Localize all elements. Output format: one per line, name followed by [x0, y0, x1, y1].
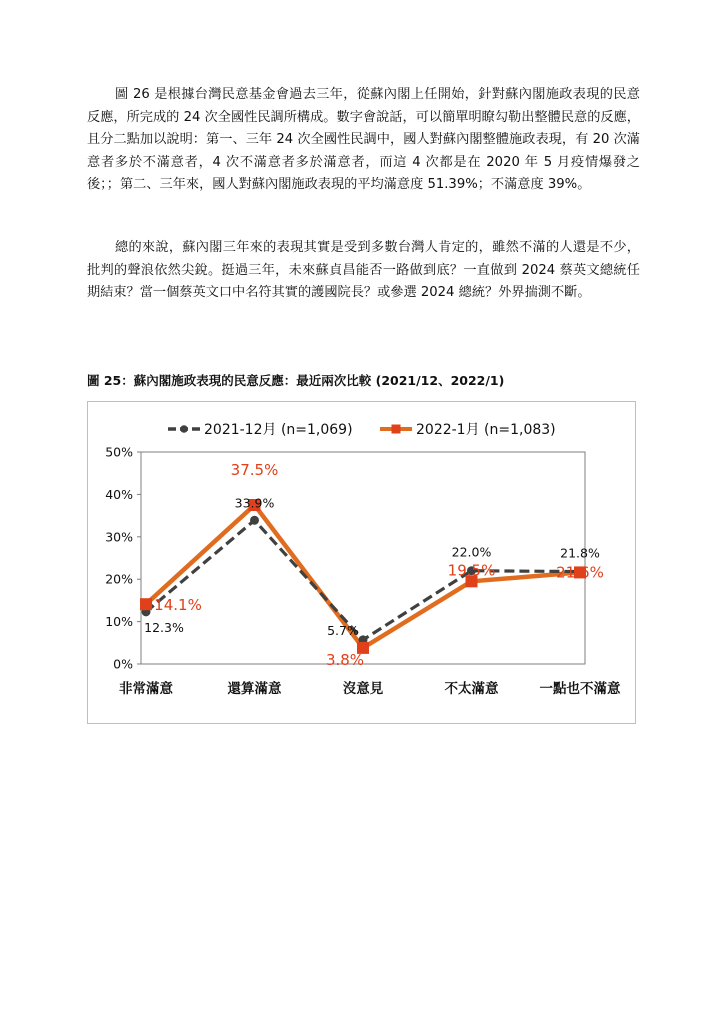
chart-frame [87, 401, 636, 724]
series-line-2022-1 [146, 505, 580, 648]
data-point-2022-1 [140, 598, 152, 610]
line-chart [88, 402, 634, 722]
data-label-2022-1: 19.5% [447, 561, 496, 580]
data-label-2021-12: 21.8% [560, 545, 600, 561]
data-label-2022-1: 21.6% [556, 563, 604, 582]
paragraph-1: 圖 26 是根據台灣民意基金會過去三年，從蘇內閣上任開始，針對蘇內閣施政表現的民意反應，所完成的 24 次全國性民調所構成。數字會說話，可以簡單明瞭勾勒出整體民意的反應，且分二點加以說明：第一、三年 24 次全國性民調中，國人對蘇內閣整體施政表現，有 20 次滿意者多於不滿意者，4 次不滿意者多於滿意者，而這 4 次都是在 2020 年 5 月疫情爆發之後；；第二、三年來，國人對蘇內閣施政表現的平均滿意度 51.39%；不滿意度 39%。 [87, 87, 640, 193]
data-label-2022-1: 37.5% [230, 461, 279, 479]
data-label-2021-12: 12.3% [144, 619, 184, 635]
legend-label: 2022-1月 (n=1,083) [416, 422, 556, 438]
y-tick-label: 30% [105, 529, 133, 545]
data-label-2021-12: 22.0% [451, 544, 492, 560]
x-tick-label: 一點也不滿意 [539, 681, 621, 697]
x-tick-label: 非常滿意 [119, 681, 173, 697]
series-lines [146, 505, 580, 648]
x-tick-label: 沒意見 [342, 681, 384, 697]
data-point-2021-12 [250, 516, 259, 525]
legend-swatch-marker [180, 425, 188, 433]
y-tick-label: 40% [105, 486, 133, 502]
data-label-2022-1: 14.1% [154, 596, 202, 615]
x-tick-label: 還算滿意 [227, 681, 282, 697]
legend-swatch-marker [392, 425, 401, 434]
y-tick-label: 20% [105, 571, 133, 587]
y-tick-label: 50% [105, 444, 133, 460]
data-label-2021-12: 5.7% [327, 622, 359, 638]
data-labels [144, 461, 604, 669]
paragraph-2: 總的來說，蘇內閣三年來的表現其實是受到多數台灣人肯定的，雖然不滿的人還是不少，批判的聲浪依然尖銳。挺過三年，未來蘇貞昌能否一路做到底？一直做到 2024 蔡英文總統任期結束？當一個蔡英文口中名符其實的護國院長？或參選 2024 總統？外界揣測不斷。 [87, 240, 640, 301]
figure-title: 圖 25：蘇內閣施政表現的民意反應：最近兩次比較 (2021/12、2022/1) [87, 373, 505, 388]
chart-legend [168, 422, 556, 438]
x-tick-label: 不太滿意 [444, 681, 499, 697]
legend-label: 2021-12月 (n=1,069) [204, 422, 353, 438]
data-label-2021-12: 33.9% [234, 495, 275, 511]
series-line-2021-12 [146, 520, 580, 640]
y-tick-label: 10% [105, 614, 133, 630]
y-tick-label: 0% [113, 656, 133, 672]
data-label-2022-1: 3.8% [325, 650, 365, 669]
